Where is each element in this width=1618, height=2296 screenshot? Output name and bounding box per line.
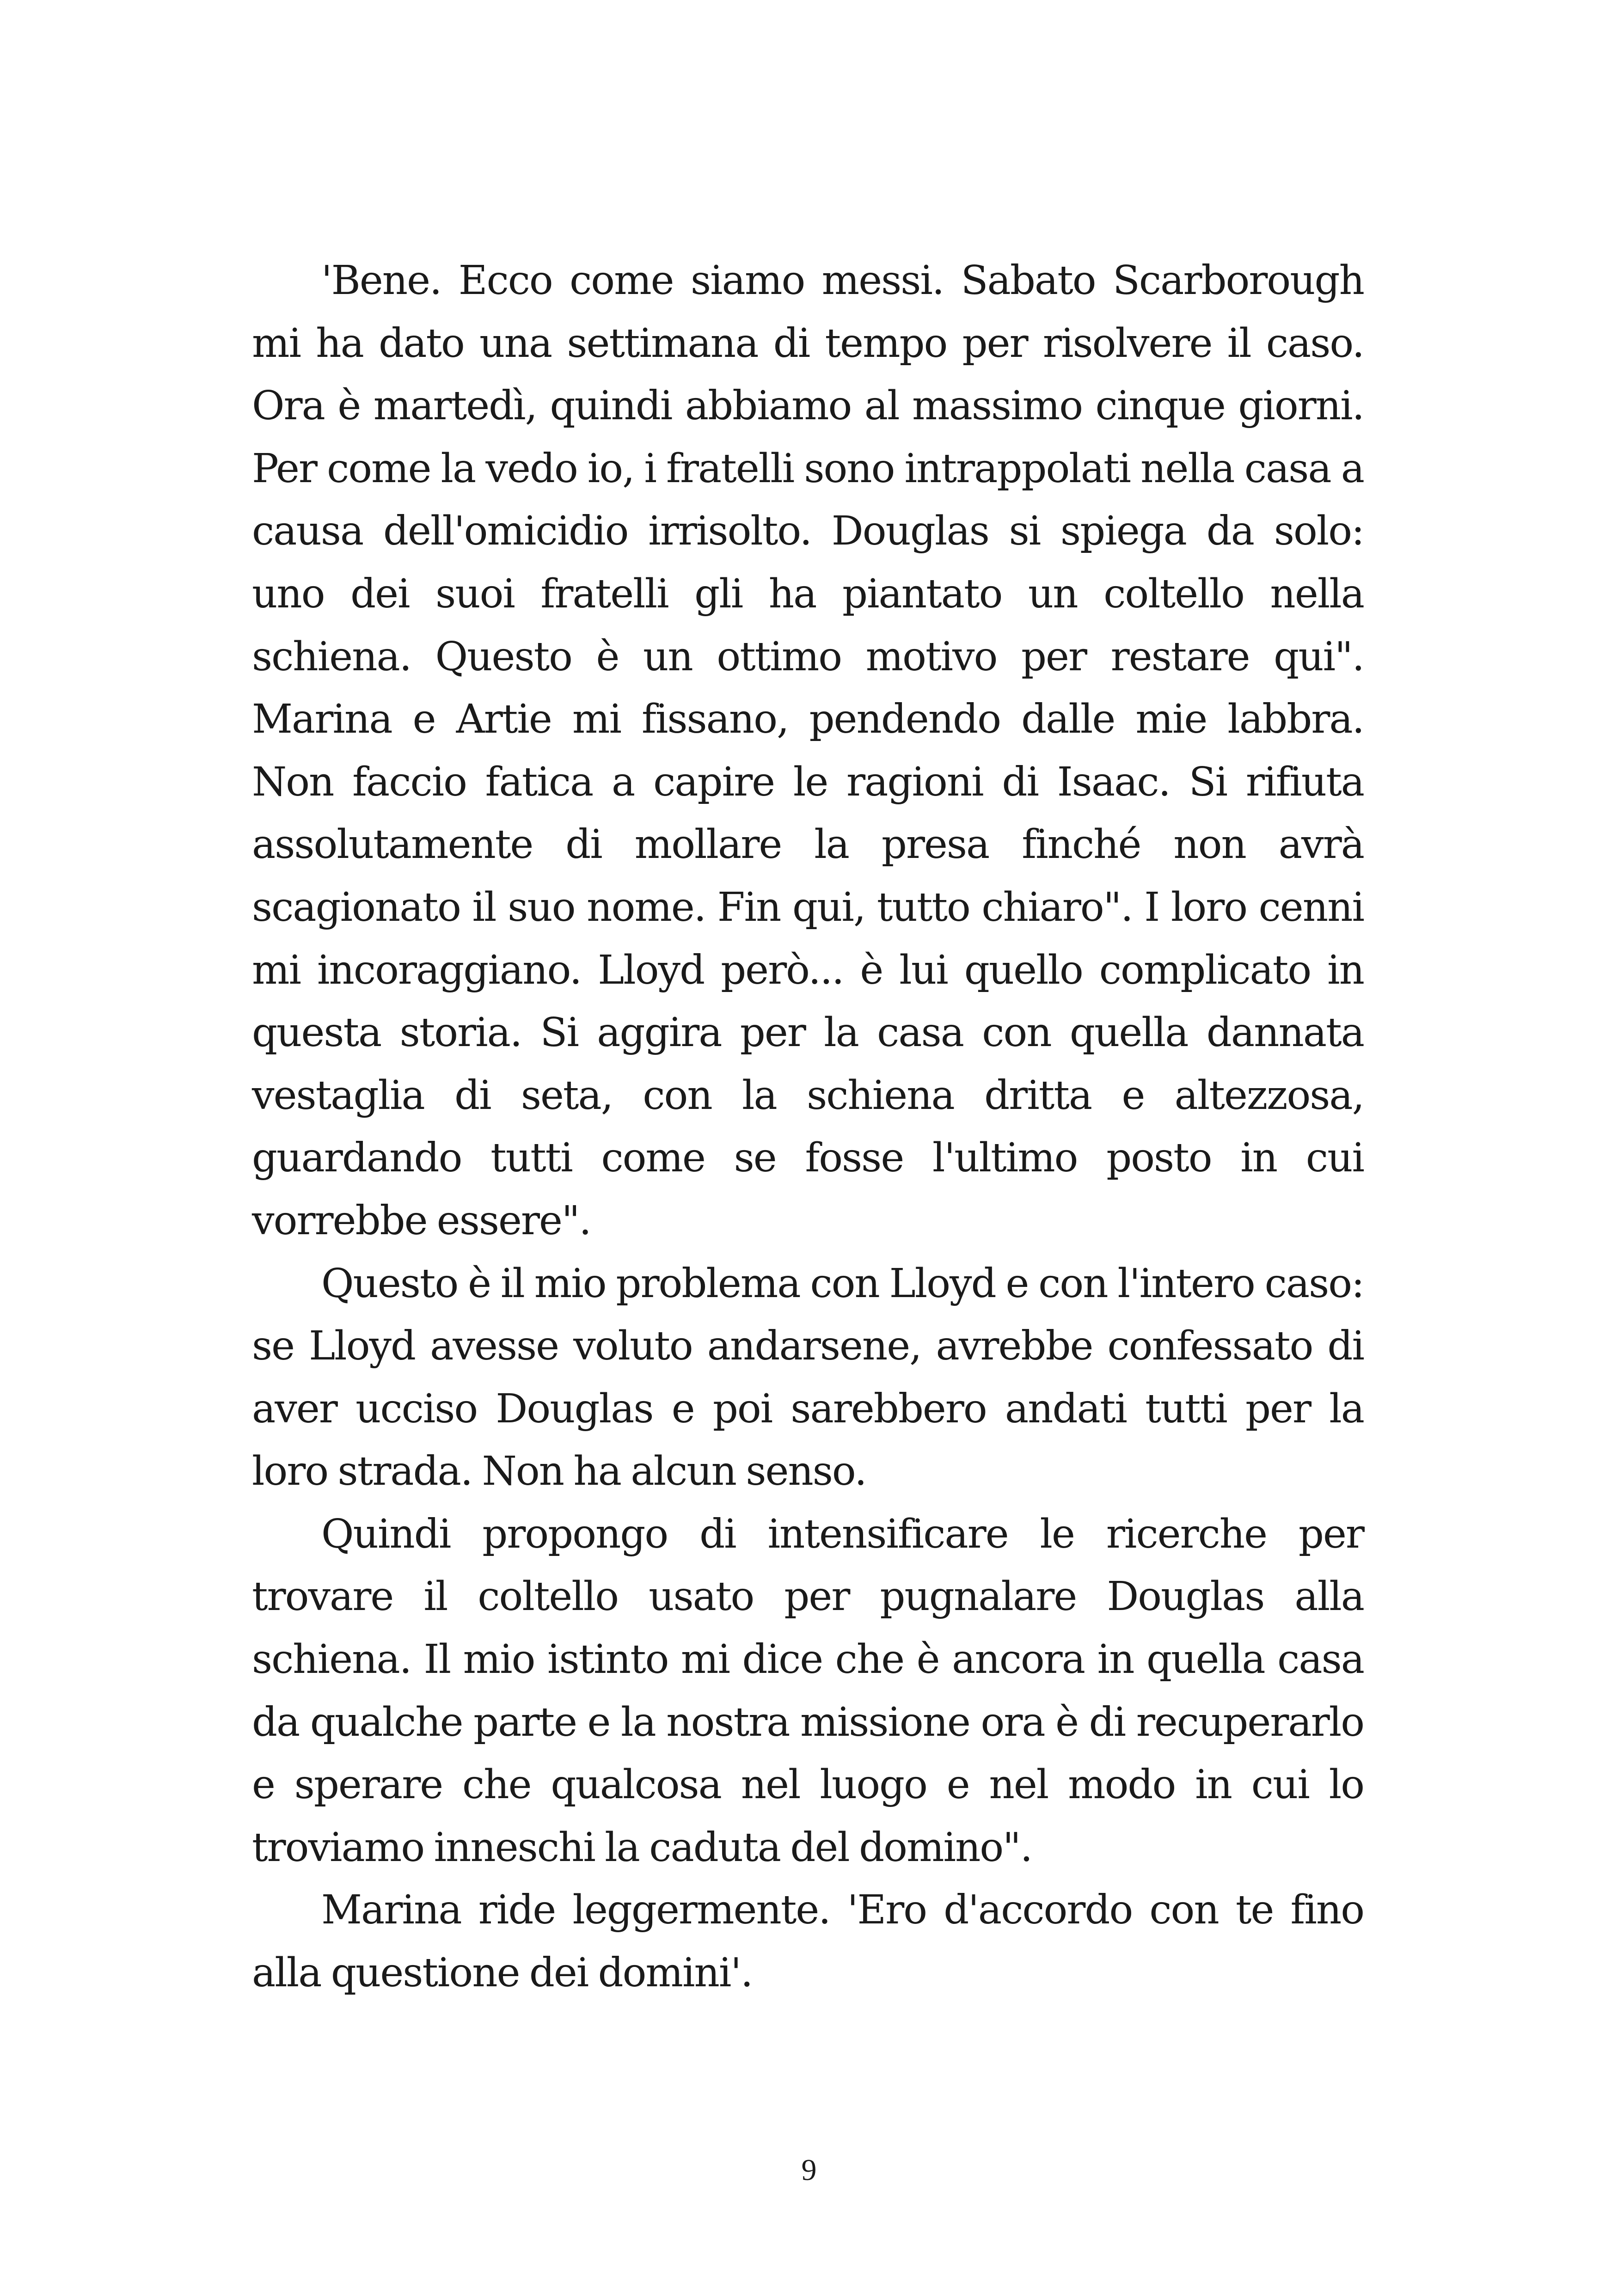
- paragraph-3: Quindi propongo di intensificare le ricerche per trovare il coltello usato per pugnalare Douglas alla schiena. Il mio istinto mi dice che è ancora in quella casa da qualche parte e la nostra missione ora è di recuperarlo e sperare che qualcosa nel luogo e nel modo in cui lo troviamo inneschi la caduta del domino".: [252, 1511, 1364, 1871]
- page-number: 9: [801, 2153, 817, 2187]
- body-text: [252, 250, 1364, 2005]
- paragraph-1: 'Bene. Ecco come siamo messi. Sabato Scarborough mi ha dato una settimana di tempo per risolvere il caso. Ora è martedì, quindi abbiamo al massimo cinque giorni. Per come la vedo io, i fratelli sono intrappolati nella casa a causa dell'omicidio irrisolto. Douglas si spiega da solo: uno dei suoi fratelli gli ha piantato un coltello nella schiena. Questo è un ottimo motivo per restare qui". Marina e Artie mi fissano, pendendo dalle mie labbra. Non faccio fatica a capire le ragioni di Isaac. Si rifiuta assolutamente di mollare la presa finché non avrà scagionato il suo nome. Fin qui, tutto chiaro". I loro cenni mi incoraggiano. Lloyd però... è lui quello complicato in questa storia. Si aggira per la casa con quella dannata vestaglia di seta, con la schiena dritta e altezzosa, guardando tutti come se fosse l'ultimo posto in cui vorrebbe essere".: [252, 257, 1364, 1244]
- paragraph-4: Marina ride leggermente. 'Ero d'accordo con te fino alla questione dei domini'.: [252, 1887, 1364, 1996]
- paragraph-2: Questo è il mio problema con Lloyd e con l'intero caso: se Lloyd avesse voluto andarsene, avrebbe confessato di aver ucciso Douglas e poi sarebbero andati tutti per la loro strada. Non ha alcun senso.: [252, 1260, 1364, 1495]
